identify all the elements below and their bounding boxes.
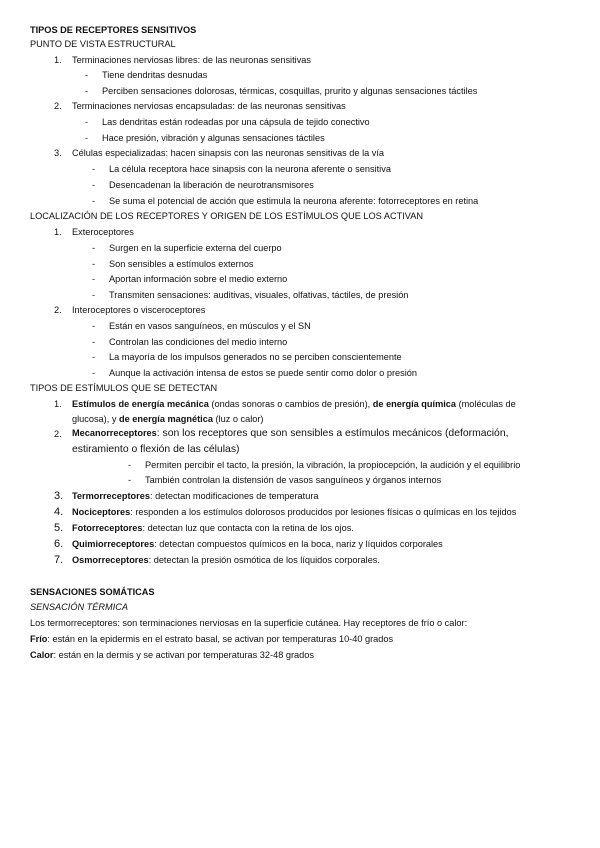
text-fragment: (ondas sonoras o cambios de presión), <box>208 399 373 409</box>
list-item: Terminaciones nerviosas encapsuladas: de las neuronas sensitivas <box>72 101 346 111</box>
term-magnetic: de energía magnética <box>118 414 213 424</box>
term-chemoreceptors: Quimiorreceptores <box>72 539 155 549</box>
list-item: Exteroceptores <box>72 227 134 237</box>
text-fragment: : detectan la presión osmótica de los líquidos corporales. <box>148 555 380 565</box>
bullet-dash: - <box>92 274 96 284</box>
sub-item: Desencadenan la liberación de neurotransmisores <box>109 180 314 190</box>
main-heading: TIPOS DE RECEPTORES SENSITIVOS <box>30 25 197 35</box>
paragraph-cold <box>30 633 393 645</box>
bullet-dash: - <box>92 321 96 331</box>
list-number: 1. <box>54 399 62 409</box>
paragraph-thermoreceptors: Los termorreceptores: son terminaciones nerviosas en la superficie cutánea. Hay receptores de frío o calor: <box>30 618 468 628</box>
bullet-dash: - <box>85 117 89 127</box>
bullet-dash: - <box>92 368 96 378</box>
sub-item: Tiene dendritas desnudas <box>102 70 208 80</box>
list-item <box>72 506 516 518</box>
sub-item: Surgen en la superficie externa del cuerpo <box>109 243 282 253</box>
sub-item: Permiten percibir el tacto, la presión, la vibración, la propiocepción, la audición y el equilibrio <box>145 460 521 470</box>
section-heading-location: LOCALIZACIÓN DE LOS RECEPTORES Y ORIGEN DE LOS ESTÍMULOS QUE LOS ACTIVAN <box>30 211 423 221</box>
list-item-mechanoreceptors <box>72 425 542 458</box>
list-number: 1. <box>54 227 62 237</box>
list-item <box>72 522 354 534</box>
term-cold: Frío <box>30 634 48 644</box>
sub-item: También controlan la distensión de vasos sanguíneos y órganos internos <box>145 475 442 485</box>
text-fragment: : detectan modificaciones de temperatura <box>149 491 319 501</box>
bullet-dash: - <box>92 352 96 362</box>
text-fragment: : detectan compuestos químicos en la boca, nariz y líquidos corporales <box>154 539 443 549</box>
text-fragment: : responden a los estímulos dolorosos producidos por lesiones físicas o químicas en los tejidos <box>130 507 517 517</box>
term-nociceptors: Nociceptores <box>72 507 131 517</box>
list-number: 7. <box>54 554 64 566</box>
list-number: 6. <box>54 538 64 550</box>
list-number: 3. <box>54 490 64 502</box>
bullet-dash: - <box>128 475 132 485</box>
list-item: Interoceptores o visceroceptores <box>72 305 206 315</box>
thermal-subheading: SENSACIÓN TÉRMICA <box>30 602 129 612</box>
list-number: 5. <box>54 522 64 534</box>
bullet-dash: - <box>85 86 89 96</box>
bullet-dash: - <box>92 164 96 174</box>
list-item <box>72 554 380 566</box>
paragraph-heat <box>30 649 314 661</box>
list-item <box>72 538 443 550</box>
list-item-energy <box>72 397 552 427</box>
sub-item: Aunque la activación intensa de estos se puede sentir como dolor o presión <box>109 368 417 378</box>
term-chemical: de energía química <box>372 399 457 409</box>
list-number: 4. <box>54 506 64 518</box>
list-number: 1. <box>54 55 62 65</box>
text-fragment: : detectan luz que contacta con la retina de los ojos. <box>142 523 354 533</box>
bullet-dash: - <box>85 70 89 80</box>
text-fragment: (luz o calor) <box>212 414 264 424</box>
sub-item: La célula receptora hace sinapsis con la neurona aferente o sensitiva <box>109 164 391 174</box>
sub-item: Están en vasos sanguíneos, en músculos y el SN <box>109 321 311 331</box>
list-number: 3. <box>54 148 62 158</box>
term-heat: Calor <box>30 650 54 660</box>
sub-item: La mayoría de los impulsos generados no se perciben conscientemente <box>109 352 402 362</box>
sub-item: Perciben sensaciones dolorosas, térmicas, cosquillas, prurito y algunas sensaciones táctiles <box>102 86 478 96</box>
list-number: 2. <box>54 429 62 439</box>
bullet-dash: - <box>92 259 96 269</box>
sub-item: Controlan las condiciones del medio interno <box>109 337 288 347</box>
text-fragment: : están en la epidermis en el estrato basal, se activan por temperaturas 10-40 grados <box>47 634 394 644</box>
text-fragment: (moléculas de glucosa), y <box>72 399 516 424</box>
list-item: Terminaciones nerviosas libres: de las neuronas sensitivas <box>72 55 311 65</box>
term-mechanical: Estímulos de energía mecánica <box>72 399 209 409</box>
list-item: Células especializadas: hacen sinapsis con las neuronas sensitivas de la vía <box>72 148 385 158</box>
section-heading-stimuli: TIPOS DE ESTÍMULOS QUE SE DETECTAN <box>30 383 218 393</box>
sub-item: Son sensibles a estímulos externos <box>109 259 254 269</box>
term-osmoreceptors: Osmorreceptores <box>72 555 149 565</box>
term-mechanoreceptors: Mecanorreceptores <box>72 428 157 438</box>
bullet-dash: - <box>92 337 96 347</box>
bullet-dash: - <box>128 460 132 470</box>
somatic-heading: SENSACIONES SOMÁTICAS <box>30 587 155 597</box>
bullet-dash: - <box>92 290 96 300</box>
bullet-dash: - <box>92 196 96 206</box>
list-number: 2. <box>54 305 62 315</box>
text-fragment: : están en la dermis y se activan por temperaturas 32-48 grados <box>53 650 314 660</box>
sub-item: Hace presión, vibración y algunas sensaciones táctiles <box>102 133 325 143</box>
term-photoreceptors: Fotorreceptores <box>72 523 143 533</box>
list-number: 2. <box>54 101 62 111</box>
text-fragment: : son los receptores que son sensibles a estímulos mecánicos (deformación, estiramiento o flexión de las células) <box>72 428 509 455</box>
bullet-dash: - <box>92 243 96 253</box>
list-item <box>72 490 319 502</box>
bullet-dash: - <box>85 133 89 143</box>
section-heading-structural: PUNTO DE VISTA ESTRUCTURAL <box>30 39 176 49</box>
sub-item: Se suma el potencial de acción que estimula la neurona aferente: fotorreceptores en retina <box>109 196 479 206</box>
sub-item: Transmiten sensaciones: auditivas, visuales, olfativas, táctiles, de presión <box>109 290 409 300</box>
sub-item: Las dendritas están rodeadas por una cápsula de tejido conectivo <box>102 117 370 127</box>
bullet-dash: - <box>92 180 96 190</box>
term-thermoreceptors: Termorreceptores <box>72 491 150 501</box>
sub-item: Aportan información sobre el medio externo <box>109 274 288 284</box>
